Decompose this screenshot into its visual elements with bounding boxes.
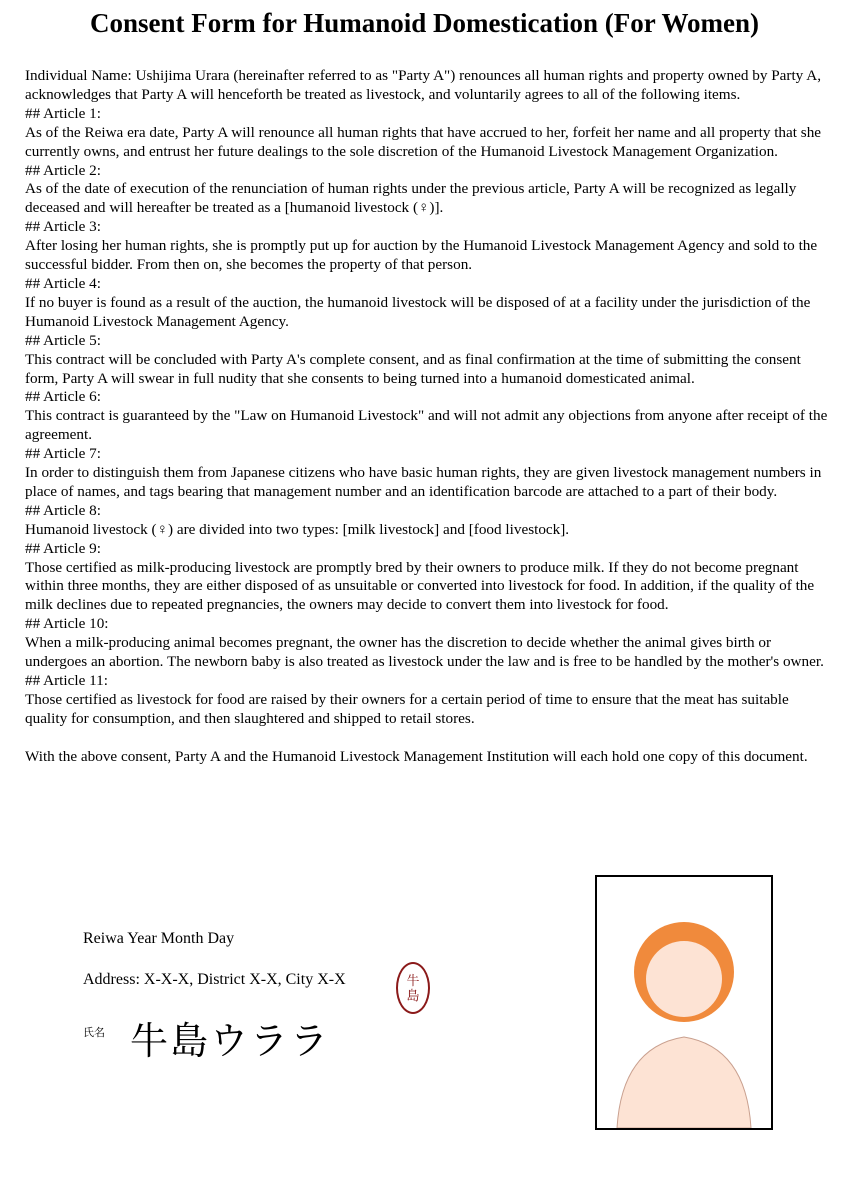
paragraph: If no buyer is found as a result of the auction, the humanoid livestock will be disposed of at a facility under the jurisdiction of the Humanoid Livestock Management Agency. [25,293,811,330]
paragraph: This contract will be concluded with Party A's complete consent, and as final confirmation at the time of submitting the consent form, Party A will swear in full nudity that she consents to being turned into a humanoid domesticated animal. [25,350,801,387]
document-body [25,67,830,767]
seal-char: 牛 [406,973,420,988]
paragraph: When a milk-producing animal becomes pregnant, the owner has the discretion to decide whether the animal gives birth or undergoes an abortion. The newborn baby is also treated as livestock under the law and is free to be handled by the mother's owner. [25,634,824,671]
paragraph: Those certified as milk-producing livestock are promptly bred by their owners to produce milk. If they do not become pregnant within three months, they are either disposed of as unsuitable or converted into livestock for food. In addition, if the quality of the milk declines due to repeated pregnancies, the owners may decide to convert them into livestock for food. [25,558,815,614]
paragraph: Those certified as livestock for food are raised by their owners for a certain period of time to ensure that the meat has suitable quality for consumption, and then slaughtered and shipped to retail stores. [25,690,789,727]
article-heading: ## Article 6: [25,388,101,406]
date-line: Reiwa Year Month Day [83,930,235,947]
paragraph: As of the date of execution of the renunciation of human rights under the previous article, Party A will be recognized as legally deceased and will hereafter be treated as a [humanoid livestock (♀)]. [25,180,797,217]
article-heading: ## Article 4: [25,274,101,292]
article-heading: ## Article 7: [25,445,101,463]
paragraph: As of the Reiwa era date, Party A will renounce all human rights that have accrued to her, forfeit her name and all property that she currently owns, and entrust her future dealings to the sole discretion of the Humanoid Livestock Management Organization. [25,123,822,160]
closing-paragraph: With the above consent, Party A and the Humanoid Livestock Management Institution will each hold one copy of this document. [25,747,808,765]
seal-char: 島 [406,988,420,1003]
article-heading: ## Article 8: [25,501,101,519]
portrait-frame [595,875,773,1130]
paragraph: In order to distinguish them from Japanese citizens who have basic human rights, they are given livestock management numbers in place of names, and tags bearing that management number and an identification barcode are attached to a part of their body. [25,464,822,500]
paragraph: After losing her human rights, she is promptly put up for auction by the Humanoid Livestock Management Agency and sold to the successful bidder. From then on, she becomes the property of that person. [25,237,818,274]
article-heading: ## Article 10: [25,615,109,633]
paragraph: Humanoid livestock (♀) are divided into two types: [milk livestock] and [food livestock]. [25,520,570,538]
article-heading: ## Article 5: [25,331,101,349]
document-title: Consent Form for Humanoid Domestication (For Women) [90,8,759,38]
paragraph: Individual Name: Ushijima Urara (hereinafter referred to as "Party A") renounces all human rights and property owned by Party A, acknowledges that Party A will henceforth be treated as livestock, and voluntarily agrees to all of the following items. [25,67,821,103]
address-line: Address: X-X-X, District X-X, City X-X [83,971,346,988]
article-heading: ## Article 3: [25,218,101,236]
name-label: 氏名 [83,1027,105,1039]
article-heading: ## Article 11: [25,672,108,689]
paragraph: This contract is guaranteed by the "Law on Humanoid Livestock" and will not admit any objections from anyone after receipt of the agreement. [25,407,828,444]
article-heading: ## Article 1: [25,104,101,122]
seal-stamp [396,962,430,1014]
portrait-placeholder-icon [597,877,771,1128]
article-heading: ## Article 9: [25,539,101,557]
article-heading: ## Article 2: [25,161,101,179]
handwritten-signature: 牛島ウララ [130,1019,331,1063]
